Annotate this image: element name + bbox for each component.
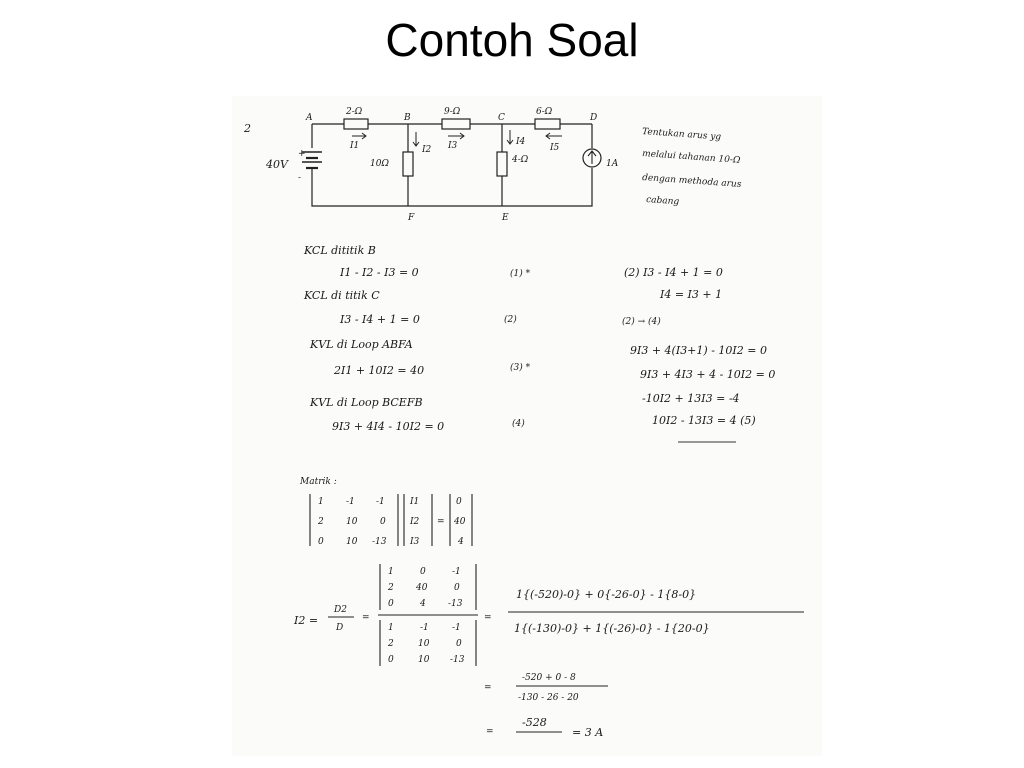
m-cell: 1 (318, 497, 324, 507)
d-cell: 4 (420, 599, 426, 609)
unknown-i2: I2 (410, 517, 420, 527)
expansion-numerator: 1{(-520)-0} + 0{-26-0} - 1{8-0} (516, 588, 697, 601)
resistor-ab-label: 2-Ω (346, 107, 363, 117)
resistor-ce-label: 4-Ω (512, 155, 529, 165)
slide-title: Contoh Soal (385, 14, 639, 66)
resistor-cd (535, 119, 560, 129)
m-cell: -1 (346, 497, 355, 507)
node-a-label: A (306, 113, 313, 123)
d-cell: 0 (454, 583, 460, 593)
solution-i2 (293, 564, 804, 739)
d-cell: 40 (416, 583, 428, 593)
matrix-system (299, 477, 472, 547)
current-source-arrow-icon (588, 151, 596, 164)
eq-left-5: KVL di Loop ABFA (310, 338, 413, 351)
unknown-i3: I3 (410, 537, 420, 547)
d-cell: 0 (456, 639, 462, 649)
eq-left-7: KVL di Loop BCEFB (310, 396, 423, 409)
arrow-i2-icon (413, 132, 419, 146)
d-cell: 0 (420, 567, 426, 577)
step2-numerator: -520 + 0 - 8 (522, 673, 576, 683)
current-source-label: 1A (606, 159, 619, 169)
eq-left-3: KCL di titik C (304, 289, 380, 302)
resistor-bc (442, 119, 470, 129)
m-cell: 10 (346, 517, 358, 527)
current-i4-label: I4 (516, 137, 526, 147)
equations-right (622, 266, 775, 442)
d-cell: -13 (448, 599, 463, 609)
node-f-label: F (408, 213, 415, 223)
denominator-determinant (387, 623, 465, 665)
resistor-bc-label: 9-Ω (444, 107, 461, 117)
solution-equals-4: = (486, 727, 494, 737)
final-result: = 3 A (572, 726, 604, 739)
current-i2-label: I2 (422, 145, 432, 155)
equation-tags (504, 268, 531, 429)
resistor-ab (344, 119, 368, 129)
expansion-denominator: 1{(-130)-0} + 1{(-26)-0} - 1{20-0} (514, 622, 710, 635)
voltage-minus-sign: - (298, 173, 302, 183)
arrow-i3-icon (448, 133, 464, 139)
solution-equals-1: = (362, 613, 370, 623)
current-i1-label: I1 (350, 141, 360, 151)
matrix-label: Matrik : (300, 477, 337, 487)
resistor-ce (497, 152, 507, 176)
unknown-i1: I1 (410, 497, 420, 507)
eq-right-1: (2) I3 - I4 + 1 = 0 (624, 266, 723, 279)
eq-right-6: -10I2 + 13I3 = -4 (642, 392, 740, 405)
resistor-cd-label: 6-Ω (536, 107, 553, 117)
tag-1: (1) * (510, 269, 531, 279)
eq-left-4: I3 - I4 + 1 = 0 (340, 313, 420, 326)
eq-left-8: 9I3 + 4I4 - 10I2 = 0 (332, 420, 445, 433)
problem-statement (642, 127, 742, 207)
eq-left-1: KCL dititik B (304, 244, 376, 257)
current-i3-label: I3 (448, 141, 458, 151)
coefficient-matrix (317, 497, 387, 547)
arrow-i4-icon (507, 130, 513, 144)
m-cell: -13 (372, 537, 387, 547)
node-d-label: D (590, 113, 598, 123)
d-cell: 2 (388, 639, 394, 649)
rhs-1: 40 (454, 517, 466, 527)
statement-line-2: melalui tahanan 10-Ω (641, 149, 741, 166)
frac-numerator: D2 (334, 605, 347, 615)
eq-left-6: 2I1 + 10I2 = 40 (334, 364, 425, 377)
eq-left-2: I1 - I2 - I3 = 0 (340, 266, 419, 279)
m-cell: 10 (346, 537, 358, 547)
solution-lhs: I2 = (294, 614, 319, 627)
problem-number: 2 (244, 122, 251, 135)
statement-line-3: dengan methoda arus (641, 173, 742, 190)
d-cell: 10 (418, 639, 430, 649)
arrow-i1-icon (352, 133, 366, 139)
d-cell: 0 (388, 655, 394, 665)
equations-left (303, 244, 444, 433)
current-i5-label: I5 (550, 143, 560, 153)
eq-right-3: (2) → (4) (622, 317, 661, 327)
d-cell: -1 (420, 623, 429, 633)
statement-line-4: cabang (645, 195, 680, 208)
rhs-0: 0 (456, 497, 462, 507)
eq-right-5: 9I3 + 4I3 + 4 - 10I2 = 0 (640, 368, 776, 381)
tag-3: (3) * (510, 363, 531, 373)
m-cell: 0 (318, 537, 324, 547)
m-cell: -1 (376, 497, 385, 507)
numerator-determinant (387, 567, 463, 609)
d-cell: 1 (388, 623, 394, 633)
node-c-label: C (498, 113, 505, 123)
solution-equals-2: = (484, 613, 492, 623)
resistor-bf-label: 10Ω (370, 159, 389, 169)
eq-right-7: 10I2 - 13I3 = 4 (5) (652, 414, 756, 427)
circuit-diagram (243, 107, 619, 223)
frac-denominator: D (336, 623, 344, 633)
tag-2: (2) (504, 315, 517, 325)
d-cell: -13 (450, 655, 465, 665)
resistor-bf (403, 152, 413, 176)
matrix-equals: = (437, 517, 445, 527)
tag-4: (4) (512, 419, 525, 429)
rhs-2: 4 (458, 537, 464, 547)
d-cell: 0 (388, 599, 394, 609)
m-cell: 2 (318, 517, 324, 527)
d-cell: -1 (452, 623, 461, 633)
node-b-label: B (404, 113, 411, 123)
d-cell: 2 (388, 583, 394, 593)
eq-right-2: I4 = I3 + 1 (660, 288, 723, 301)
node-e-label: E (502, 213, 509, 223)
arrow-i5-icon (546, 133, 562, 139)
voltage-source-label: 40V (266, 158, 288, 171)
d-cell: -1 (452, 567, 461, 577)
eq-right-4: 9I3 + 4(I3+1) - 10I2 = 0 (630, 344, 767, 357)
statement-line-1: Tentukan arus yg (641, 127, 722, 143)
d-cell: 10 (418, 655, 430, 665)
scanned-handwritten-solution (232, 96, 822, 756)
d-cell: 1 (388, 567, 394, 577)
m-cell: 0 (380, 517, 386, 527)
solution-equals-3: = (484, 683, 492, 693)
step2-denominator: -130 - 26 - 20 (518, 693, 579, 703)
step3-numerator: -528 (522, 716, 547, 729)
voltage-plus-sign: + (298, 149, 306, 159)
